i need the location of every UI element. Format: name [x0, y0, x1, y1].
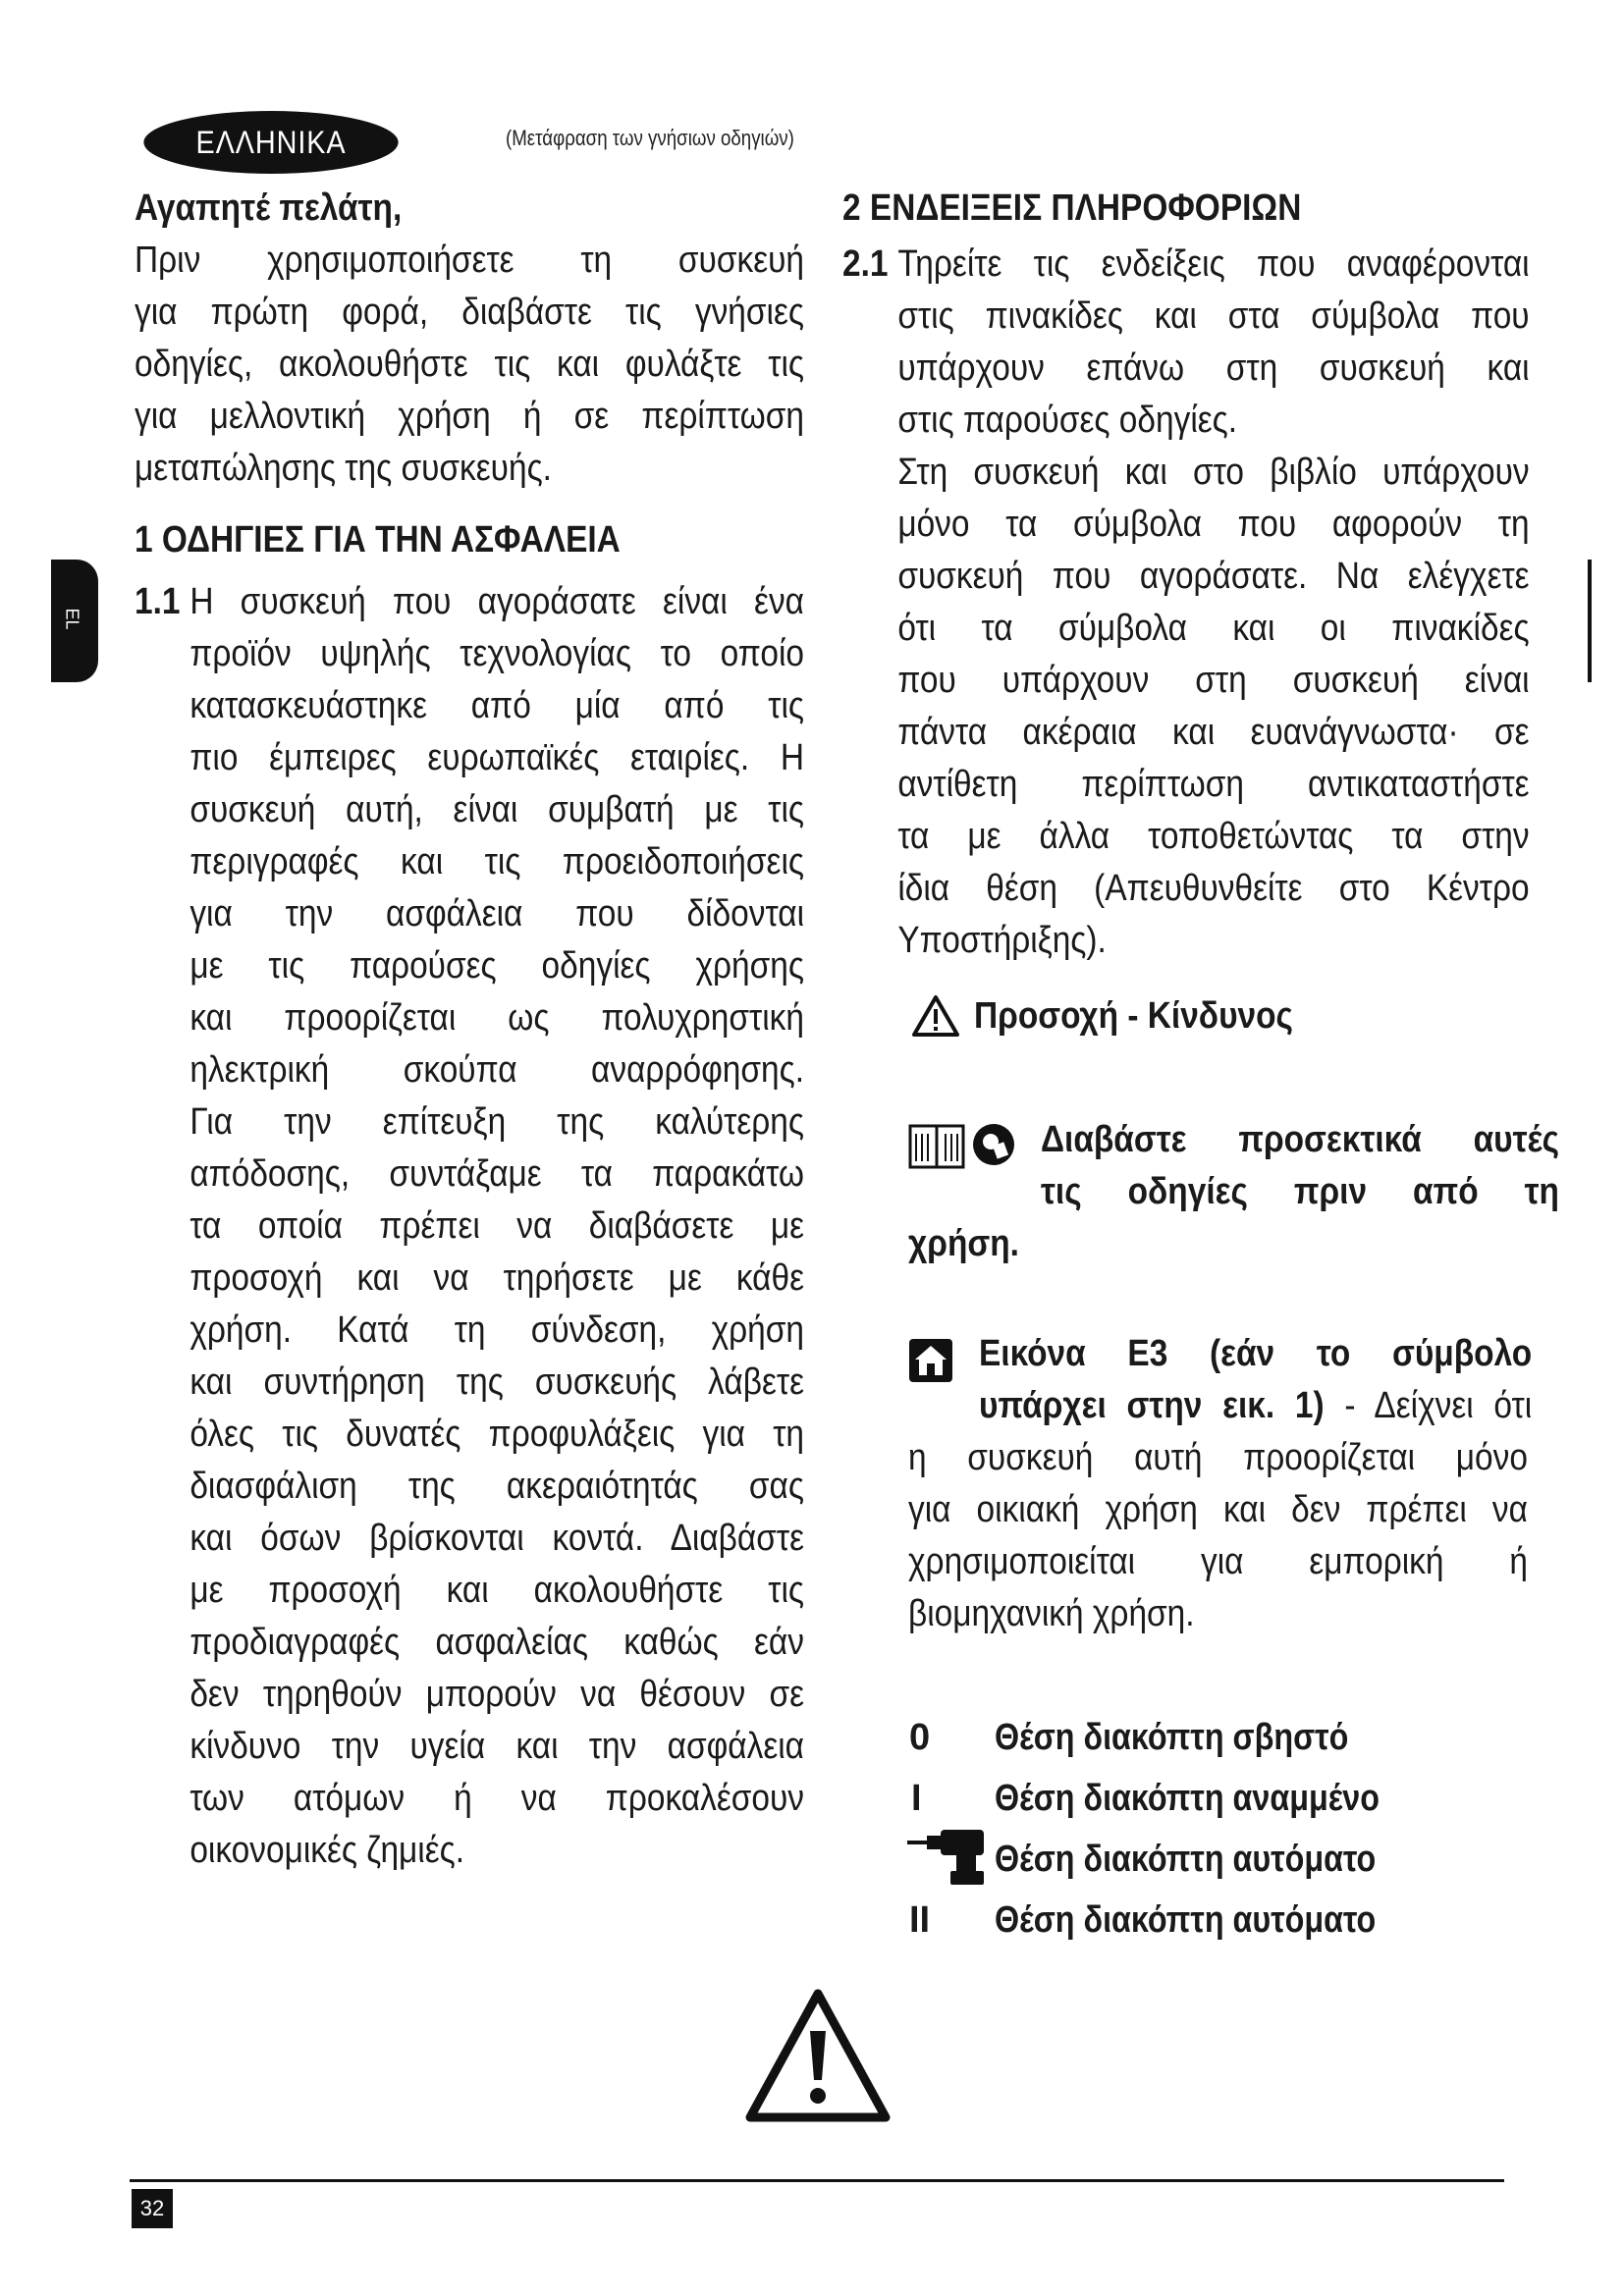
translation-note: (Μετάφραση των γνήσιων οδηγιών) — [506, 126, 794, 150]
item-line: με προσοχή και ακολουθήστε τις — [189, 1570, 804, 1611]
warning-row — [911, 994, 1336, 1038]
item-line: τα οποία πρέπει να διαβάσετε με — [189, 1205, 804, 1247]
house-icon — [908, 1338, 953, 1383]
item-line: απόδοσης, συντάξαμε τα παρακάτω — [189, 1153, 804, 1195]
item-line: όλες τις δυνατές προφυλάξεις για τη — [189, 1414, 804, 1455]
e3-line: χρησιμοποιείται για εμπορική ή — [908, 1541, 1528, 1582]
switch-row-label: Θέση διακόπτη σβηστό — [995, 1717, 1349, 1758]
item-line: συσκευή που αγοράσατε. Να ελέγχετε — [897, 556, 1530, 597]
item-line: δεν τηρηθούν μπορούν να θέσουν σε — [189, 1674, 804, 1715]
item-line: αντίθετη περίπτωση αντικαταστήστε — [897, 764, 1530, 805]
item-line: ίδια θέση (Απευθυνθείτε στο Κέντρο — [897, 868, 1530, 909]
item-number: 1.1 — [135, 581, 181, 622]
read-instructions-line: τις οδηγίες πριν από τη — [1041, 1171, 1559, 1212]
item-2-1 — [842, 239, 1530, 967]
item-line: Η συσκευή που αγοράσατε είναι ένα — [189, 581, 804, 622]
e3-line: Εικόνα E3 (εάν το σύμβολο — [979, 1333, 1533, 1374]
item-line: ηλεκτρική σκούπα αναρρόφησης. — [189, 1049, 804, 1091]
item-line: στις παρούσες οδηγίες. — [897, 400, 1238, 441]
item-line: και όσων βρίσκονται κοντά. Διαβάστε — [189, 1518, 804, 1559]
item-line: τα με άλλα τοποθετώντας τα στην — [897, 816, 1530, 857]
item-line: υπάρχουν επάνω στη συσκευή και — [897, 347, 1530, 389]
e3-rest: - Δείχνει ότι — [1324, 1385, 1533, 1426]
language-label: ΕΛΛΗΝΙΚΑ — [195, 124, 347, 160]
warning-label: Προσοχή - Κίνδυνος — [974, 994, 1293, 1037]
intro-line: Πριν χρησιμοποιήσετε τη συσκευή — [135, 240, 804, 281]
intro-line: για μελλοντική χρήση ή σε περίπτωση — [135, 396, 804, 437]
e3-line: για οικιακή χρήση και δεν πρέπει να — [908, 1489, 1528, 1530]
read-instructions-line: Διαβάστε προσεκτικά αυτές — [1041, 1119, 1559, 1160]
item-line: προσοχή και να τηρήσετε με κάθε — [189, 1257, 804, 1299]
e3-bold: υπάρχει στην εικ. 1) — [979, 1385, 1325, 1426]
e3-line: η συσκευή αυτή προορίζεται μόνο — [908, 1437, 1528, 1478]
item-line: Υποστήριξης). — [897, 920, 1107, 961]
right-column — [842, 183, 1530, 967]
item-line: συσκευή αυτή, είναι συμβατή με τις — [189, 789, 804, 830]
item-line: και προορίζεται ως πολυχρηστική — [189, 997, 804, 1039]
read-instructions-line: χρήση. — [908, 1223, 1019, 1264]
book-icon — [908, 1124, 965, 1169]
item-line: περιγραφές και τις προειδοποιήσεις — [189, 841, 804, 882]
item-line: κατασκευάστηκε από μία από τις — [189, 685, 804, 726]
warning-triangle-icon — [911, 994, 960, 1038]
side-tab-label: EL — [62, 608, 82, 630]
item-number: 2.1 — [842, 243, 889, 285]
item-line: προϊόν υψηλής τεχνολογίας το οποίο — [189, 633, 804, 674]
item-line: κίνδυνο την υγεία και την ασφάλεια — [189, 1726, 804, 1767]
item-line: Στη συσκευή και στο βιβλίο υπάρχουν — [897, 452, 1530, 493]
intro-line: μεταπώλησης της συσκευής. — [135, 448, 552, 489]
drill-icon — [905, 1826, 992, 1887]
greeting: Αγαπητέ πελάτη, — [135, 187, 403, 229]
item-line: πιο έμπειρες ευρωπαϊκές εταιρίες. Η — [189, 737, 804, 778]
footer-rule — [130, 2179, 1504, 2182]
switch-symbol-3: II — [909, 1899, 931, 1941]
item-line: που υπάρχουν στη συσκευή είναι — [897, 660, 1530, 701]
section-1-title: 1 ΟΔΗΓΙΕΣ ΓΙΑ ΤΗΝ ΑΣΦΑΛΕΙΑ — [135, 519, 621, 561]
switch-row-label: Θέση διακόπτη αναμμένο — [995, 1778, 1380, 1819]
side-language-tab — [51, 560, 98, 682]
item-line: πάντα ακέραια και ευανάγνωστα· σε — [897, 712, 1530, 753]
page-number-label: 32 — [139, 2196, 165, 2220]
margin-bar — [1588, 560, 1592, 682]
item-line: οικονομικές ζημιές. — [189, 1830, 465, 1871]
item-line: με τις παρούσες οδηγίες χρήσης — [189, 945, 804, 987]
large-warning-triangle-icon — [744, 1988, 892, 2123]
switch-symbol-0: 0 — [909, 1717, 931, 1758]
item-line: Για την επίτευξη της καλύτερης — [189, 1101, 804, 1143]
item-line: για την ασφάλεια που δίδονται — [189, 893, 804, 934]
item-line: διασφάλιση της ακεραιότητάς σας — [189, 1466, 804, 1507]
language-badge — [143, 111, 398, 174]
item-1-1 — [135, 576, 804, 1877]
left-column — [135, 183, 804, 1877]
intro-line: για πρώτη φορά, διαβάστε τις γνήσιες — [135, 292, 804, 333]
item-line: στις πινακίδες και στα σύμβολα που — [897, 295, 1530, 337]
intro-line: οδηγίες, ακολουθήστε τις και φυλάξτε τις — [135, 344, 804, 385]
page-number — [132, 2189, 173, 2228]
item-line: των ατόμων ή να προκαλέσουν — [189, 1778, 804, 1819]
item-line: και συντήρηση της συσκευής λάβετε — [189, 1362, 804, 1403]
switch-row-label: Θέση διακόπτη αυτόματο — [995, 1839, 1377, 1880]
item-line: χρήση. Κατά τη σύνδεση, χρήση — [189, 1309, 804, 1351]
item-line: προδιαγραφές ασφαλείας καθώς εάν — [189, 1622, 804, 1663]
section-2-title: 2 ΕΝΔΕΙΞΕΙΣ ΠΛΗΡΟΦΟΡΙΩΝ — [842, 187, 1302, 229]
switch-symbol-1: I — [911, 1778, 922, 1819]
item-line: μόνο τα σύμβολα που αφορούν τη — [897, 504, 1530, 545]
item-line: ότι τα σύμβολα και οι πινακίδες — [897, 608, 1530, 649]
read-manual-icon — [971, 1122, 1016, 1167]
switch-row-label: Θέση διακόπτη αυτόματο — [995, 1899, 1377, 1941]
item-line: Τηρείτε τις ενδείξεις που αναφέρονται — [897, 243, 1530, 285]
e3-line: βιομηχανική χρήση. — [908, 1593, 1195, 1634]
